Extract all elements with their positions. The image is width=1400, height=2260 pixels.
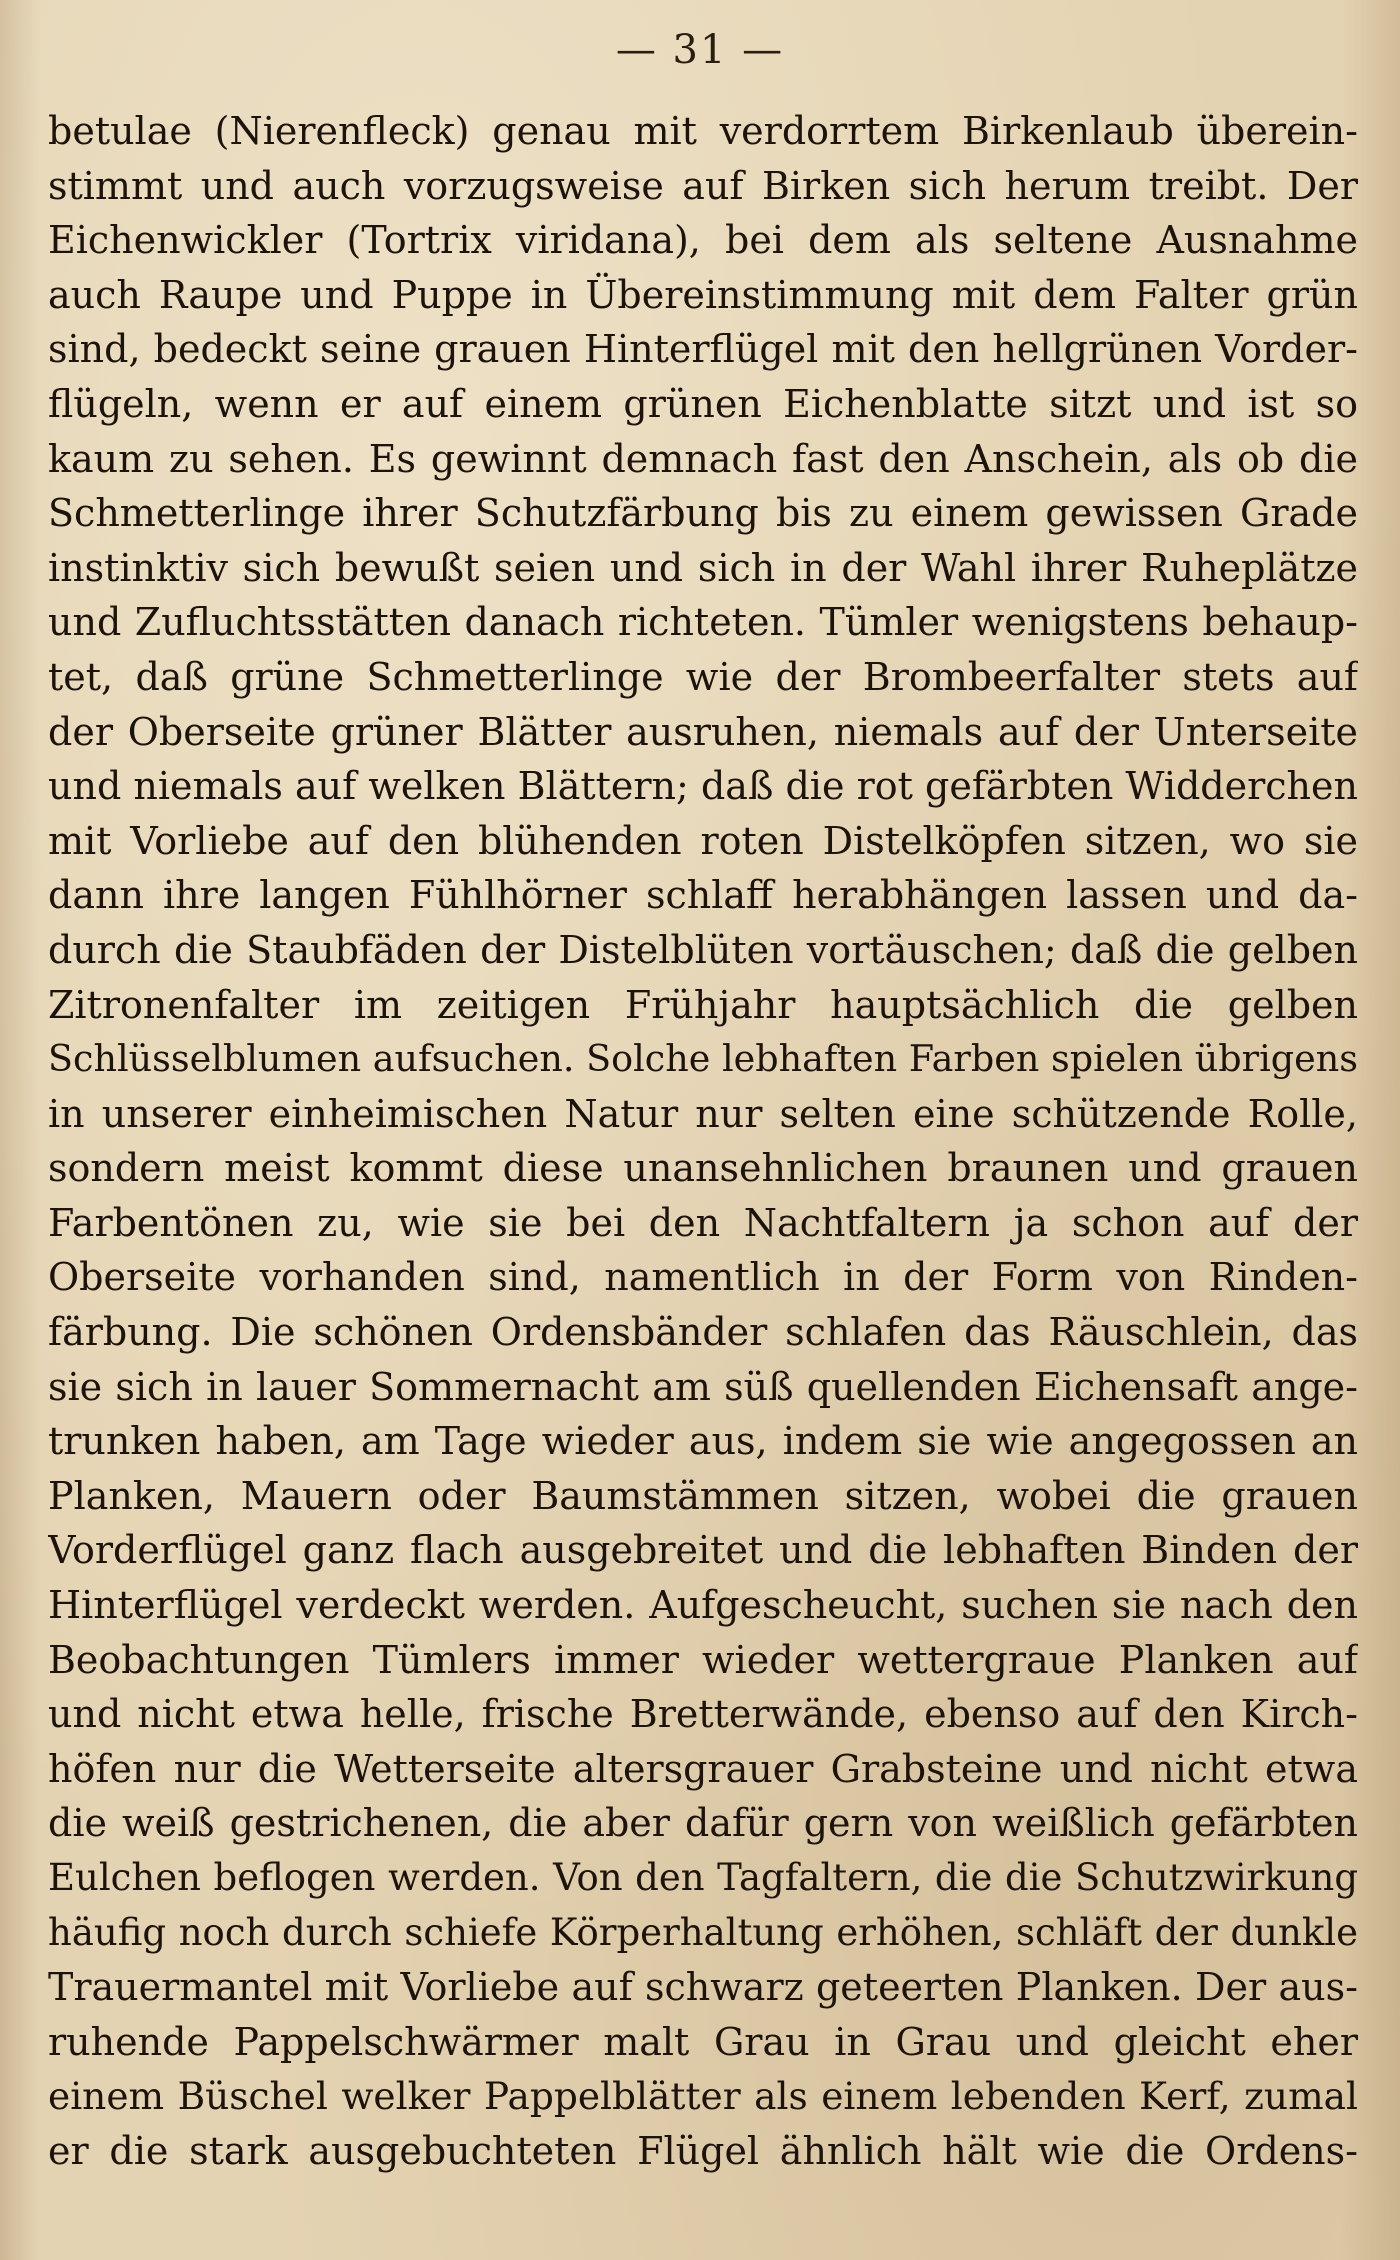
text-line: höfen nur die Wetterseite altersgrauer Grabsteine und nicht etwa [48,1746,1358,1791]
text-line: färbung. Die schönen Ordensbänder schlafen das Räuschlein, das [48,1310,1358,1355]
text-line: sondern meist kommt diese unansehnlichen braunen und grauen [48,1146,1358,1191]
text-line: flügeln, wenn er auf einem grünen Eichenblatte sitzt und ist so [48,381,1358,426]
text-line: Oberseite vorhanden sind, namentlich in der Form von Rinden- [48,1255,1358,1300]
text-line: mit Vorliebe auf den blühenden roten Distelköpfen sitzen, wo sie [48,818,1358,863]
text-line: der Oberseite grüner Blätter ausruhen, niemals auf der Unterseite [48,709,1358,754]
text-line: ruhende Pappelschwärmer malt Grau in Grau und gleicht eher [48,2019,1358,2064]
text-line: Hinterflügel verdeckt werden. Aufgescheucht, suchen sie nach den [48,1583,1358,1628]
text-line: in unserer einheimischen Natur nur selten eine schützende Rolle, [48,1091,1358,1136]
text-line: tet, daß grüne Schmetterlinge wie der Brombeerfalter stets auf [48,654,1358,699]
text-line: Schmetterlinge ihrer Schutzfärbung bis zu einem gewissen Grade [48,491,1358,536]
text-line: durch die Staubfäden der Distelblüten vortäuschen; daß die gelben [48,927,1358,972]
text-line: sie sich in lauer Sommernacht am süß quellenden Eichensaft ange- [48,1364,1358,1409]
text-line: Beobachtungen Tümlers immer wieder wettergraue Planken auf [48,1637,1358,1682]
text-line: stimmt und auch vorzugsweise auf Birken sich herum treibt. Der [48,163,1358,208]
text-line: auch Raupe und Puppe in Übereinstimmung mit dem Falter grün [48,272,1358,317]
text-line: trunken haben, am Tage wieder aus, indem sie wie angegossen an [48,1419,1358,1464]
text-line: und niemals auf welken Blättern; daß die rot gefärbten Widderchen [48,764,1358,809]
text-line: Farbentönen zu, wie sie bei den Nachtfaltern ja schon auf der [48,1200,1358,1245]
page-number: — 31 — [615,27,785,73]
text-line: die weiß gestrichenen, die aber dafür gern von weißlich gefärbten [48,1801,1358,1846]
text-line: sind, bedeckt seine grauen Hinterflügel mit den hellgrünen Vorder- [48,327,1358,372]
text-line: einem Büschel welker Pappelblätter als einem lebenden Kerf, zumal [48,2074,1358,2119]
text-line: Trauermantel mit Vorliebe auf schwarz geteerten Planken. Der aus- [48,1965,1358,2010]
text-line: instinktiv sich bewußt seien und sich in der Wahl ihrer Ruheplätze [48,545,1358,590]
body-text [48,104,1358,2179]
text-line: betulae (Nierenfleck) genau mit verdorrtem Birkenlaub überein- [48,109,1358,153]
text-line: Vorderflügel ganz flach ausgebreitet und die lebhaften Binden der [48,1528,1358,1573]
text-line: dann ihre langen Fühlhörner schlaff herabhängen lassen und da- [48,873,1358,918]
text-line: Zitronenfalter im zeitigen Frühjahr hauptsächlich die gelben [48,982,1358,1027]
text-line: Schlüsselblumen aufsuchen. Solche lebhaften Farben spielen übrigens [48,1037,1358,1081]
text-line: häufig noch durch schiefe Körperhaltung erhöhen, schläft der dunkle [48,1910,1358,1954]
text-line: Eichenwickler (Tortrix viridana), bei dem als seltene Ausnahme [48,218,1358,263]
text-line: kaum zu sehen. Es gewinnt demnach fast den Anschein, als ob die [48,436,1358,481]
text-line: und Zufluchtsstätten danach richteten. Tümler wenigstens behaup- [48,600,1358,645]
text-line: Eulchen beflogen werden. Von den Tagfaltern, die die Schutzwirkung [48,1856,1358,1899]
text-line: Planken, Mauern oder Baumstämmen sitzen, wobei die grauen [48,1473,1358,1518]
text-line: und nicht etwa helle, frische Bretterwände, ebenso auf den Kirch- [48,1692,1358,1737]
text-line: er die stark ausgebuchteten Flügel ähnlich hält wie die Ordens- [48,2128,1358,2173]
